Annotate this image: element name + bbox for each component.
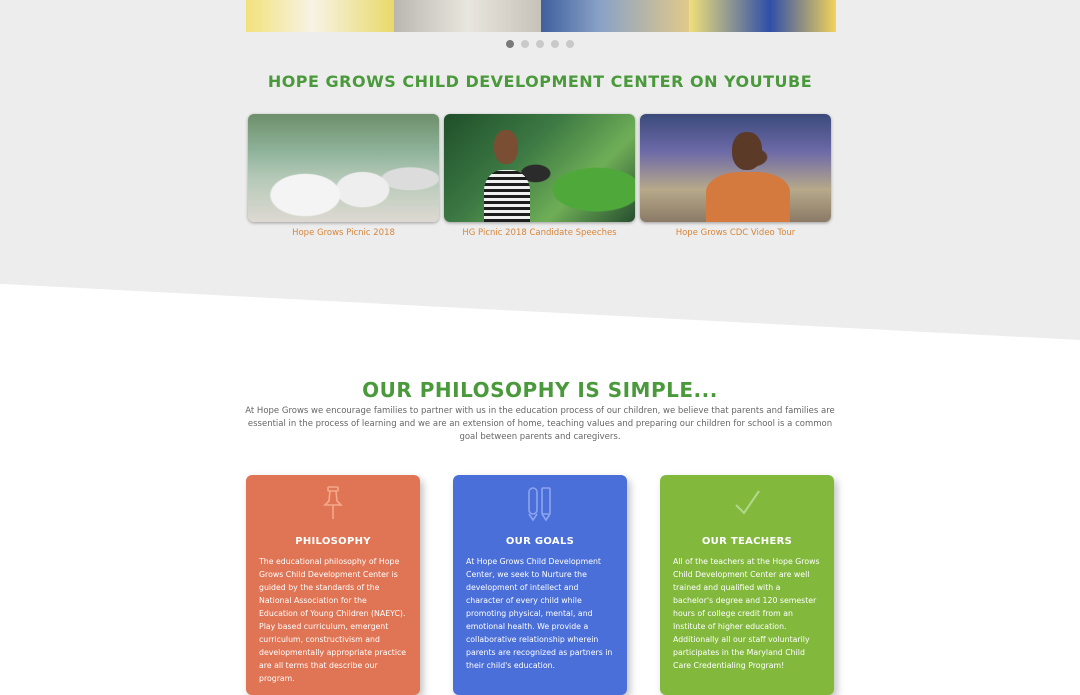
feature-cards xyxy=(246,475,834,695)
slider-dot-2[interactable] xyxy=(521,40,529,48)
card-philosophy xyxy=(246,475,420,695)
slide-image xyxy=(394,0,542,32)
pencils-icon xyxy=(453,485,627,525)
card-text: All of the teachers at the Hope Grows Child Development Center are well trained and qualified with a bachelor's degree and 120 semester hours of college credit from an Institute of higher education. Additionally all our staff voluntarily participates in the Maryland Child Care Credentialing Program! xyxy=(673,557,820,670)
card-text: The educational philosophy of Hope Grows Child Development Center is guided by the standards of the National Association for the Education of Young Children (NAEYC). Play based curriculum, emergent curriculum, constructivism and developmentally appropriate practice are all terms that describe our program. xyxy=(259,557,407,683)
card-title: PHILOSOPHY xyxy=(295,536,371,547)
slider-dot-1[interactable] xyxy=(506,40,514,48)
video-caption-link[interactable]: Hope Grows CDC Video Tour xyxy=(675,228,796,238)
slide-image xyxy=(689,0,837,32)
checkmark-icon xyxy=(660,485,834,525)
philosophy-intro-text: At Hope Grows we encourage families to partner with us in the education process of our children, we believe that parents and families are essential in the process of learning and we are an extension of home, teaching values and preparing our children for school is a common goal between parents and caregivers. xyxy=(245,406,835,442)
card-title: OUR GOALS xyxy=(505,536,575,547)
slider-dot-4[interactable] xyxy=(551,40,559,48)
philosophy-section-title: OUR PHILOSOPHY IS SIMPLE... xyxy=(362,378,718,402)
video-thumbnail[interactable] xyxy=(640,114,831,222)
hero-slider[interactable] xyxy=(246,0,836,32)
person-figure xyxy=(484,170,530,222)
video-gallery xyxy=(248,114,831,238)
slide-image xyxy=(541,0,689,32)
person-figure xyxy=(706,172,790,222)
video-thumbnail[interactable] xyxy=(444,114,635,222)
slide-image xyxy=(246,0,394,32)
person-figure xyxy=(732,132,762,170)
pushpin-icon xyxy=(246,485,420,525)
video-item[interactable] xyxy=(248,114,439,238)
card-title: OUR TEACHERS xyxy=(701,536,793,547)
youtube-section-title: HOPE GROWS CHILD DEVELOPMENT CENTER ON YOUTUBE xyxy=(267,72,813,91)
video-caption-link[interactable]: Hope Grows Picnic 2018 xyxy=(292,228,395,238)
video-caption-link[interactable]: HG Picnic 2018 Candidate Speeches xyxy=(462,228,617,238)
person-figure xyxy=(494,130,518,164)
video-thumbnail[interactable] xyxy=(248,114,439,222)
card-our-goals xyxy=(453,475,627,695)
slider-dot-3[interactable] xyxy=(536,40,544,48)
video-item[interactable] xyxy=(640,114,831,238)
card-our-teachers xyxy=(660,475,834,695)
card-text: At Hope Grows Child Development Center, we seek to Nurture the development of intellect and character of every child while promoting physical, mental, and emotional health. We provide a collaborative relationship wherein parents are recognized as partners in their child's education. xyxy=(466,557,613,670)
slider-dot-5[interactable] xyxy=(566,40,574,48)
video-item[interactable] xyxy=(444,114,635,238)
slider-pagination xyxy=(506,40,574,48)
